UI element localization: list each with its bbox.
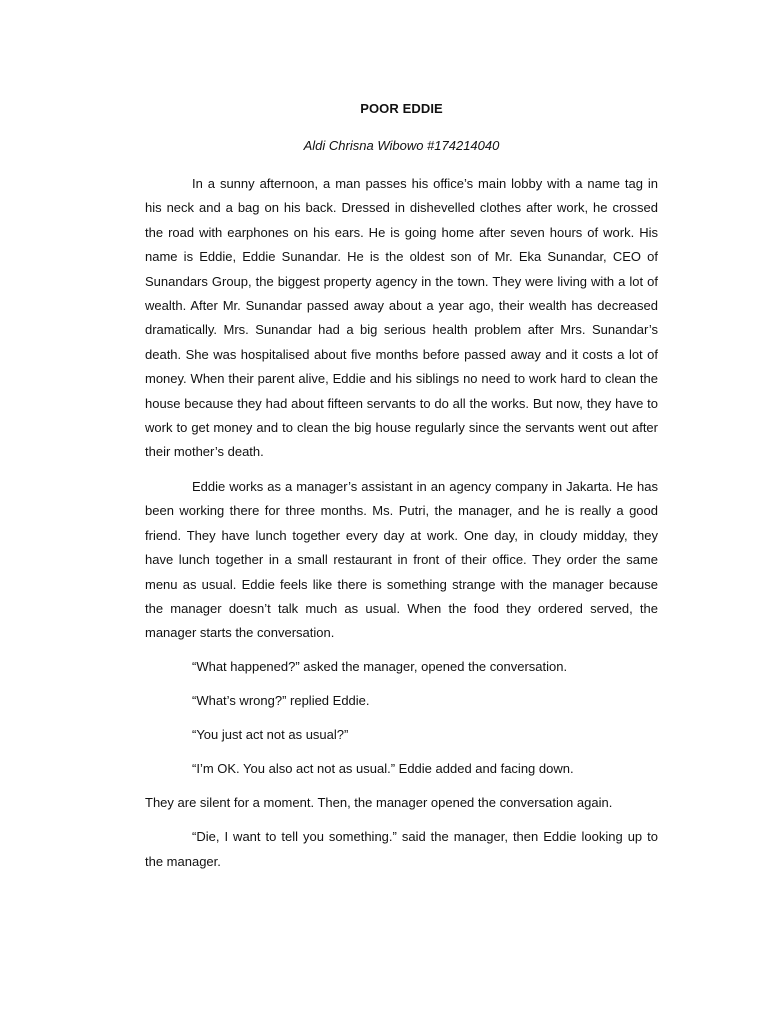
paragraph-1: In a sunny afternoon, a man passes his office’s main lobby with a name tag in his neck and a bag on his back. Dressed in dishevelled clothes after work, he crossed the road with earphones on his ears. He is going home after seven hours of work. His name is Eddie, Eddie Sunandar. He is the oldest son of Mr. Eka Sunandar, CEO of Sunandars Group, the biggest property agency in the town. They were living with a lot of wealth. After Mr. Sunandar passed away about a year ago, their wealth has decreased dramatically. Mrs. Sunandar had a big serious health problem after Mrs. Sunandar’s death. She was hospitalised about five months before passed away and it costs a lot of money. When their parent alive, Eddie and his siblings no need to work hard to clean the house because they had about fifteen servants to do all the works. But now, they have to work to get money and to clean the big house regularly since the servants went out after their mother’s death. (145, 176, 658, 460)
narration-line: They are silent for a moment. Then, the manager opened the conversation again. (145, 794, 613, 810)
dialogue-line-1: “What happened?” asked the manager, opened the conversation. (192, 659, 568, 675)
dialogue-line-2: “What’s wrong?” replied Eddie. (192, 693, 370, 709)
paragraph-2: Eddie works as a manager’s assistant in an agency company in Jakarta. He has been working there for three months. Ms. Putri, the manager, and he is really a good friend. They have lunch together every day at work. One day, in cloudy midday, they have lunch together in a small restaurant in front of their office. They order the same menu as usual. Eddie feels like there is something strange with the manager because the manager doesn’t talk much as usual. When the food they ordered served, the manager starts the conversation. (145, 478, 658, 641)
document-body (145, 100, 658, 874)
dialogue-line-3: “You just act not as usual?” (192, 727, 349, 743)
author-line: Aldi Chrisna Wibowo #174214040 (303, 138, 500, 153)
document-title: POOR EDDIE (360, 101, 443, 116)
dialogue-line-4: “I’m OK. You also act not as usual.” Eddie added and facing down. (192, 760, 574, 776)
closing-paragraph: “Die, I want to tell you something.” said the manager, then Eddie looking up to the manager. (145, 829, 658, 869)
